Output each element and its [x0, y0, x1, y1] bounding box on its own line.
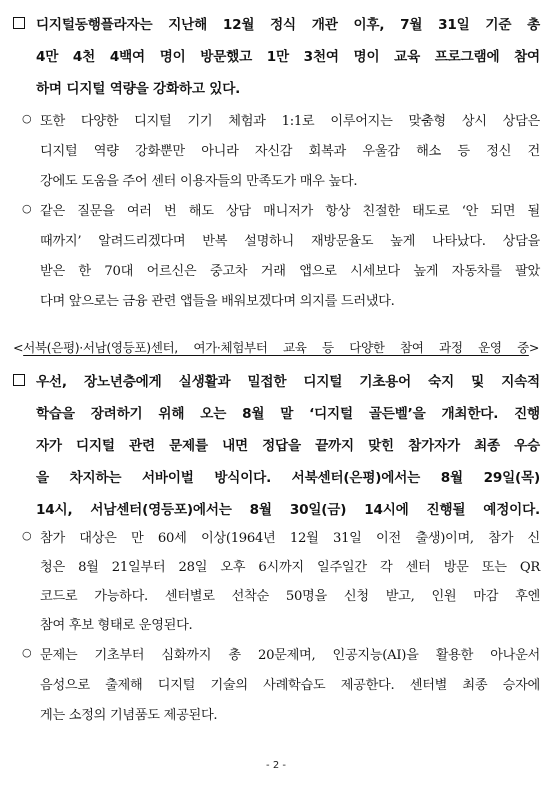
section-heading — [13, 337, 539, 356]
text-line: 강에도 도움을 주어 센터 이용자들의 만족도가 매우 높다. — [40, 174, 358, 189]
text-line: 참여 후보 형태로 운영된다. — [40, 618, 193, 633]
text-line: 다며 앞으로는 금융 관련 앱들을 배워보겠다며 의지를 드러냈다. — [40, 294, 395, 309]
circle-bullet-icon: ○ — [22, 529, 32, 542]
text-line: 참가 대상은 만 60세 이상(1964년 12월 31일 이전 출생)이며, 참가 신 — [40, 531, 540, 546]
circle-bullet-icon: ○ — [22, 646, 32, 659]
section-heading-close: > — [528, 340, 539, 355]
text-line: 게는 소정의 기념품도 제공된다. — [40, 708, 218, 723]
text-line: 때까지’ 알려드리겠다며 반복 설명하니 재방문율도 높게 나타났다. 상담을 — [40, 234, 540, 249]
page-number: - 2 - — [266, 760, 286, 771]
text-line: 받은 한 70대 어르신은 중고차 거래 앱으로 시세보다 높게 자동차를 팔았 — [40, 264, 540, 279]
circle-bullet-icon: ○ — [22, 112, 32, 125]
section-heading-title: 서북(은평)·서남(영등포)센터, 여가·체험부터 교육 등 다양한 참여 과정 운영 중 — [23, 340, 529, 355]
text-line: 학습을 장려하기 위해 오는 8월 말 ‘디지털 골든벨’을 개최한다. 진행 — [36, 406, 540, 422]
text-line: 코드로 가능하다. 센터별로 선착순 50명을 신청 받고, 인원 마감 후엔 — [40, 589, 540, 604]
square-bullet-icon — [13, 374, 25, 386]
section-heading-open: < — [13, 340, 24, 355]
text-line: 4만 4천 4백여 명이 방문했고 1만 3천여 명이 교육 프로그램에 참여 — [36, 49, 540, 65]
text-line: 자가 디지털 관련 문제를 내면 정답을 끝까지 맞힌 참가자가 최종 우승 — [36, 438, 540, 454]
circle-bullet-icon: ○ — [22, 202, 32, 215]
text-line: 우선, 장노년층에게 실생활과 밀접한 디지털 기초용어 숙지 및 지속적 — [36, 374, 540, 390]
square-bullet-icon — [13, 17, 25, 29]
text-line: 디지털 역량 강화뿐만 아니라 자신감 회복과 우울감 해소 등 정신 건 — [40, 144, 540, 159]
text-line: 청은 8월 21일부터 28일 오후 6시까지 일주일간 각 센터 방문 또는 QR — [40, 560, 540, 575]
text-line: 디지털동행플라자는 지난해 12월 정식 개관 이후, 7월 31일 기준 총 — [36, 17, 540, 33]
text-line: 또한 다양한 디지털 기기 체험과 1:1로 이루어지는 맞춤형 상시 상담은 — [40, 114, 540, 129]
text-line: 같은 질문을 여러 번 해도 상담 매니저가 항상 친절한 태도로 ‘안 되면 될 — [40, 204, 540, 219]
text-line: 문제는 기초부터 심화까지 총 20문제며, 인공지능(AI)을 활용한 아나운서 — [40, 648, 540, 663]
text-line: 하며 디지털 역량을 강화하고 있다. — [36, 81, 241, 97]
text-line: 음성으로 출제해 디지털 기술의 사례학습도 제공한다. 센터별 최종 승자에 — [40, 678, 540, 693]
text-line: 을 차지하는 서바이벌 방식이다. 서북센터(은평)에서는 8월 29일(목) — [36, 470, 540, 486]
text-line: 14시, 서남센터(영등포)에서는 8월 30일(금) 14시에 진행될 예정이다. — [36, 502, 540, 518]
